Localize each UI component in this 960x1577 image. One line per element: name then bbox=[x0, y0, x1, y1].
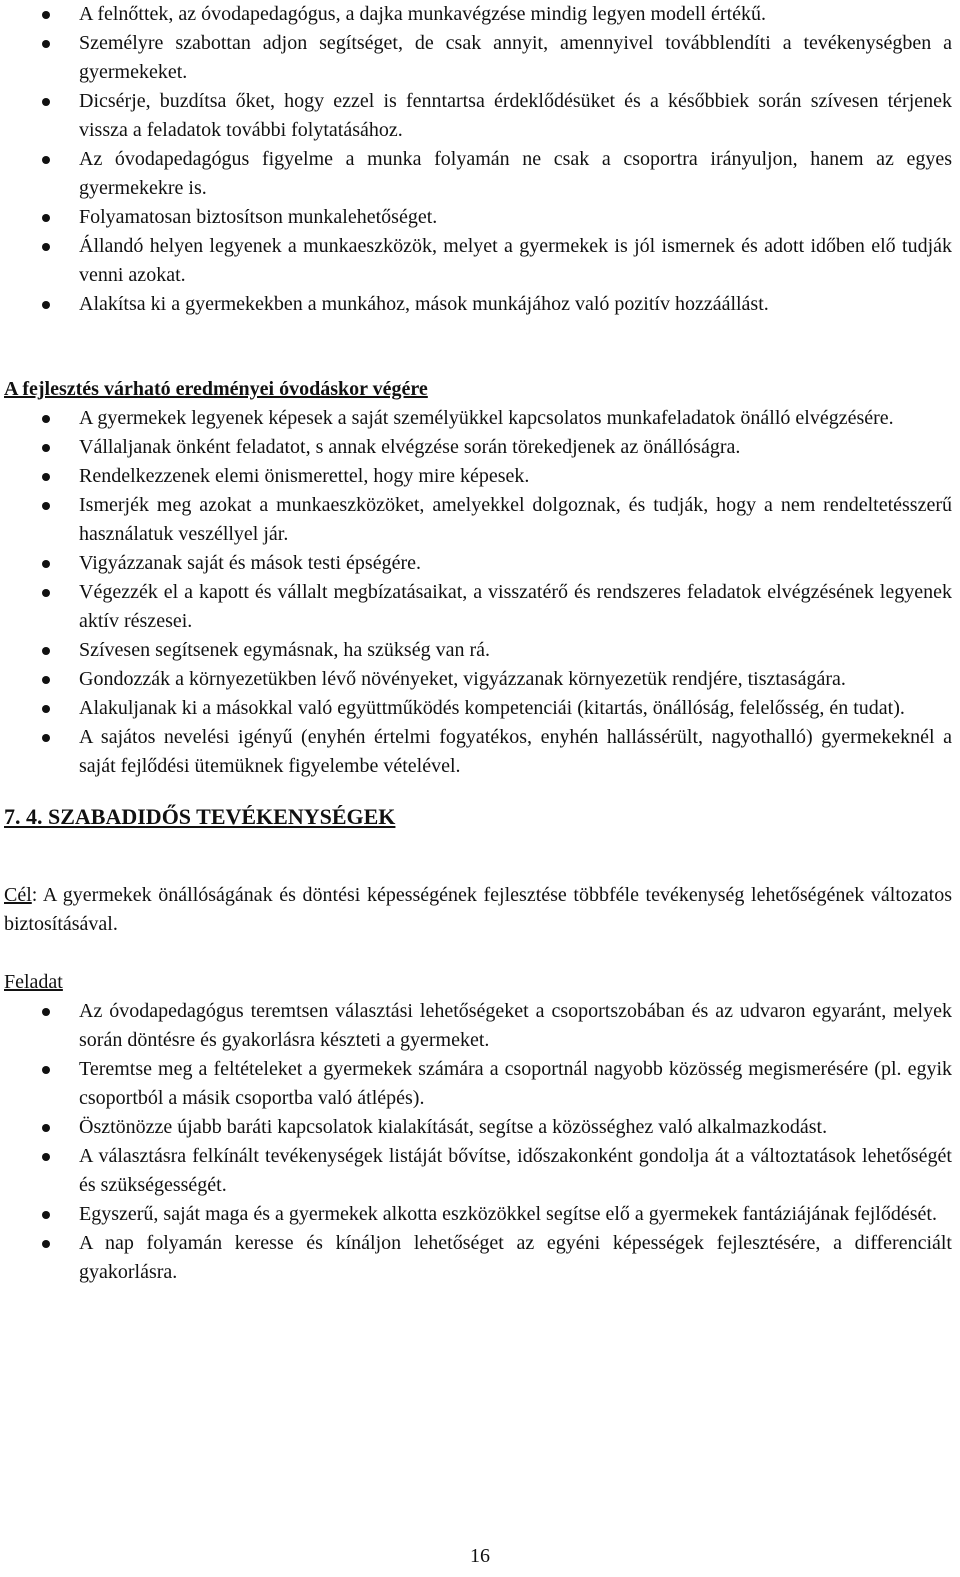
bullet-icon bbox=[42, 705, 50, 713]
list-item: Egyszerű, saját maga és a gyermekek alkotta eszközökkel segítse elő a gyermekek fantáziájának fejlődését. bbox=[4, 1200, 952, 1229]
bullet-icon bbox=[42, 1066, 50, 1074]
bullet-icon bbox=[42, 301, 50, 309]
list-item: Az óvodapedagógus figyelme a munka folyamán ne csak a csoportra irányuljon, hanem az egyes gyermekekre is. bbox=[4, 145, 952, 203]
list-item: Az óvodapedagógus teremtsen választási lehetőségeket a csoportszobában és az udvaron egyaránt, melyek során döntésre és gyakorlásra készteti a gyermeket. bbox=[4, 997, 952, 1055]
list-item: Ismerjék meg azokat a munkaeszközöket, amelyekkel dolgoznak, és tudják, hogy a nem rendeltetésszerű használatuk veszéllyel jár. bbox=[4, 491, 952, 549]
results-heading: A fejlesztés várható eredményei óvodáskor végére bbox=[4, 378, 428, 400]
bullet-icon bbox=[42, 589, 50, 597]
list-item: Ösztönözze újabb baráti kapcsolatok kialakítását, segítse a közösséghez való alkalmazkodást. bbox=[4, 1113, 952, 1142]
bullet-icon bbox=[42, 156, 50, 164]
bullet-icon bbox=[42, 243, 50, 251]
list-item: Alakítsa ki a gyermekekben a munkához, mások munkájához való pozitív hozzáállást. bbox=[4, 290, 952, 319]
bullet-icon bbox=[42, 40, 50, 48]
bullet-icon bbox=[42, 560, 50, 568]
list-item: A felnőttek, az óvodapedagógus, a dajka munkavégzése mindig legyen modell értékű. bbox=[4, 0, 952, 29]
goal-label: Cél bbox=[4, 884, 32, 906]
bullet-icon bbox=[42, 1008, 50, 1016]
list-item: Vállaljanak önként feladatot, s annak elvégzése során törekedjenek az önállóságra. bbox=[4, 433, 952, 462]
list-item: A nap folyamán keresse és kínáljon lehetőséget az egyéni képességek fejlesztésére, a differenciált gyakorlásra. bbox=[4, 1229, 952, 1287]
list-item: Végezzék el a kapott és vállalt megbízatásaikat, a visszatérő és rendszeres feladatok elvégzésének legyenek aktív részesei. bbox=[4, 578, 952, 636]
list-item: Személyre szabottan adjon segítséget, de csak annyit, amennyivel továbblendíti a tevékenységben a gyermekeket. bbox=[4, 29, 952, 87]
list-item: A választásra felkínált tevékenységek listáját bővítse, időszakonként gondolja át a változtatások lehetőségét és szükségességét. bbox=[4, 1142, 952, 1200]
bullet-icon bbox=[42, 11, 50, 19]
bullet-icon bbox=[42, 1124, 50, 1132]
page-number: 16 bbox=[470, 1545, 490, 1567]
list-item: Alakuljanak ki a másokkal való együttműködés kompetenciái (kitartás, önállóság, felelősség, én tudat). bbox=[4, 694, 952, 723]
list-item: Dicsérje, buzdítsa őket, hogy ezzel is fenntartsa érdeklődésüket és a későbbiek során szívesen térjenek vissza a feladatok további folytatásához. bbox=[4, 87, 952, 145]
goal-text: : A gyermekek önállóságának és döntési képességének fejlesztése többféle tevékenység lehetőségének változatos biztosításával. bbox=[4, 884, 952, 935]
bullet-icon bbox=[42, 502, 50, 510]
list-item: A sajátos nevelési igényű (enyhén értelmi fogyatékos, enyhén hallássérült, nagyothalló) gyermekeknél a saját fejlődési ütemüknek figyelembe vételével. bbox=[4, 723, 952, 781]
bullet-icon bbox=[42, 1240, 50, 1248]
list-item: Vigyázzanak saját és mások testi épségére. bbox=[4, 549, 952, 578]
bullet-icon bbox=[42, 734, 50, 742]
task-heading: Feladat bbox=[4, 971, 63, 993]
list-item: Rendelkezzenek elemi önismerettel, hogy mire képesek. bbox=[4, 462, 952, 491]
bullet-icon bbox=[42, 647, 50, 655]
section-heading: 7. 4. SZABADIDŐS TEVÉKENYSÉGEK bbox=[4, 804, 396, 829]
list-item: Szívesen segítsenek egymásnak, ha szükség van rá. bbox=[4, 636, 952, 665]
bullet-icon bbox=[42, 1211, 50, 1219]
bullet-icon bbox=[42, 473, 50, 481]
bullet-list-expected-results bbox=[4, 404, 952, 781]
bullet-icon bbox=[42, 214, 50, 222]
document-page bbox=[4, 0, 952, 1287]
list-item: Folyamatosan biztosítson munkalehetőséget. bbox=[4, 203, 952, 232]
goal-paragraph bbox=[4, 881, 952, 939]
bullet-icon bbox=[42, 98, 50, 106]
bullet-icon bbox=[42, 415, 50, 423]
bullet-icon bbox=[42, 444, 50, 452]
bullet-icon bbox=[42, 1153, 50, 1161]
bullet-icon bbox=[42, 676, 50, 684]
bullet-list-work-guidance bbox=[4, 0, 952, 319]
list-item: Teremtse meg a feltételeket a gyermekek számára a csoportnál nagyobb közösség megismerésére (pl. egyik csoportból a másik csoportba való átlépés). bbox=[4, 1055, 952, 1113]
list-item: A gyermekek legyenek képesek a saját személyükkel kapcsolatos munkafeladatok önálló elvégzésére. bbox=[4, 404, 952, 433]
list-item: Állandó helyen legyenek a munkaeszközök, melyet a gyermekek is jól ismernek és adott időben elő tudják venni azokat. bbox=[4, 232, 952, 290]
list-item: Gondozzák a környezetükben lévő növényeket, vigyázzanak környezetük rendjére, tisztaságára. bbox=[4, 665, 952, 694]
bullet-list-tasks bbox=[4, 997, 952, 1287]
